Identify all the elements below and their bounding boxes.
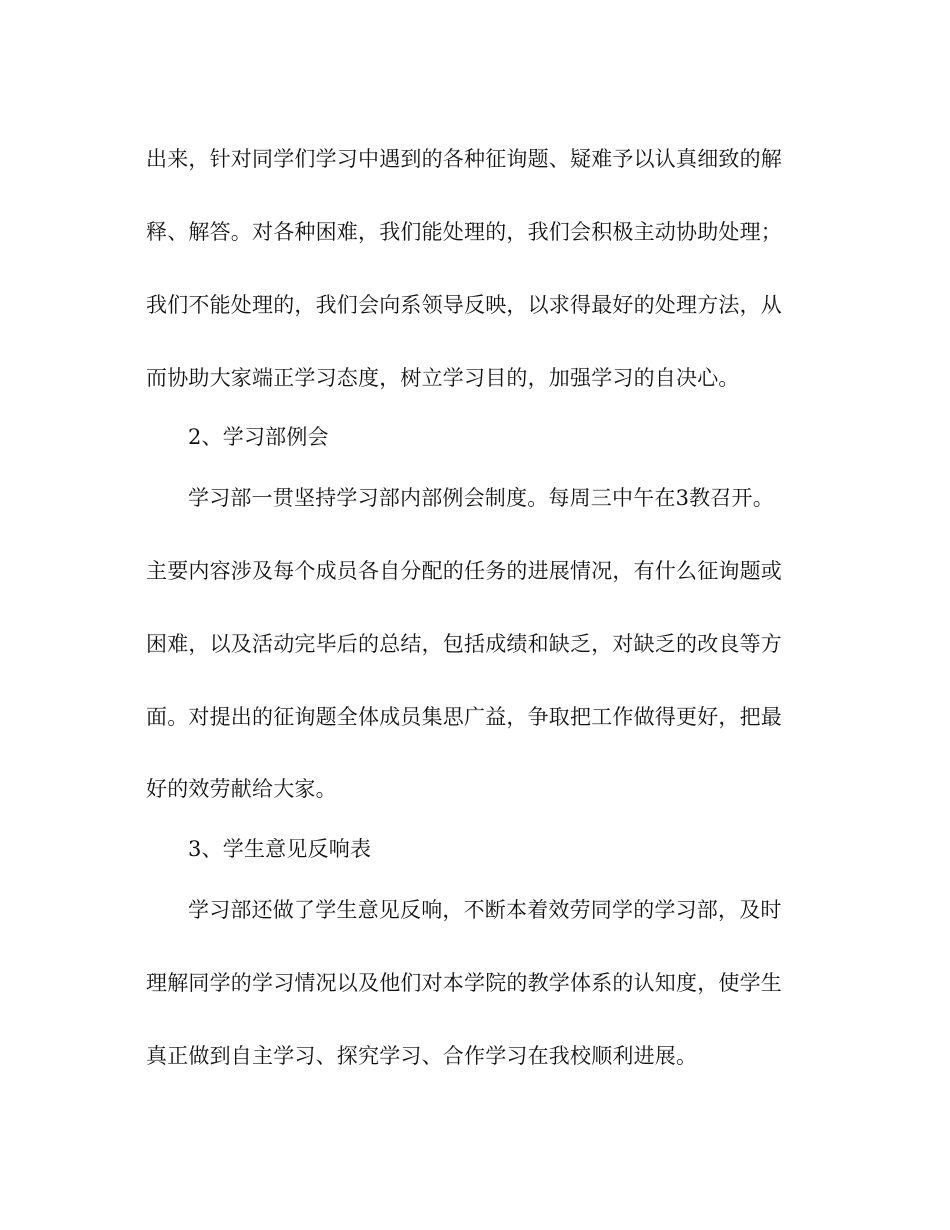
- paragraph-line: 主要内容涉及每个成员各自分配的任务的进展情况，有什么征询题或: [146, 559, 782, 583]
- paragraph-line: 理解同学的学习情况以及他们对本学院的教学体系的认知度，使学生: [146, 971, 782, 995]
- paragraph-line: 我们不能处理的，我们会向系领导反映，以求得最好的处理方法，从: [146, 293, 782, 317]
- paragraph-line: 好的效劳献给大家。: [146, 777, 337, 801]
- paragraph-line: 面。对提出的征询题全体成员集思广益，争取把工作做得更好，把最: [146, 705, 782, 729]
- section-heading: 3、学生意见反响表: [188, 837, 372, 861]
- section-heading: 2、学习部例会: [188, 425, 329, 449]
- paragraph-line: 学习部一贯坚持学习部内部例会制度。每周三中午在3教召开。: [188, 486, 774, 510]
- paragraph-line: 真正做到自主学习、探究学习、合作学习在我校顺利进展。: [146, 1044, 698, 1068]
- paragraph-line: 学习部还做了学生意见反响，不断本着效劳同学的学习部，及时: [188, 898, 782, 922]
- paragraph-line: 出来，针对同学们学习中遇到的各种征询题、疑难予以认真细致的解: [146, 147, 782, 171]
- paragraph-line: 困难，以及活动完毕后的总结，包括成绩和缺乏，对缺乏的改良等方: [146, 632, 782, 656]
- paragraph-line: 释、解答。对各种困难，我们能处理的，我们会积极主动协助处理；: [146, 220, 782, 244]
- paragraph-line: 而协助大家端正学习态度，树立学习目的，加强学习的自决心。: [146, 366, 740, 390]
